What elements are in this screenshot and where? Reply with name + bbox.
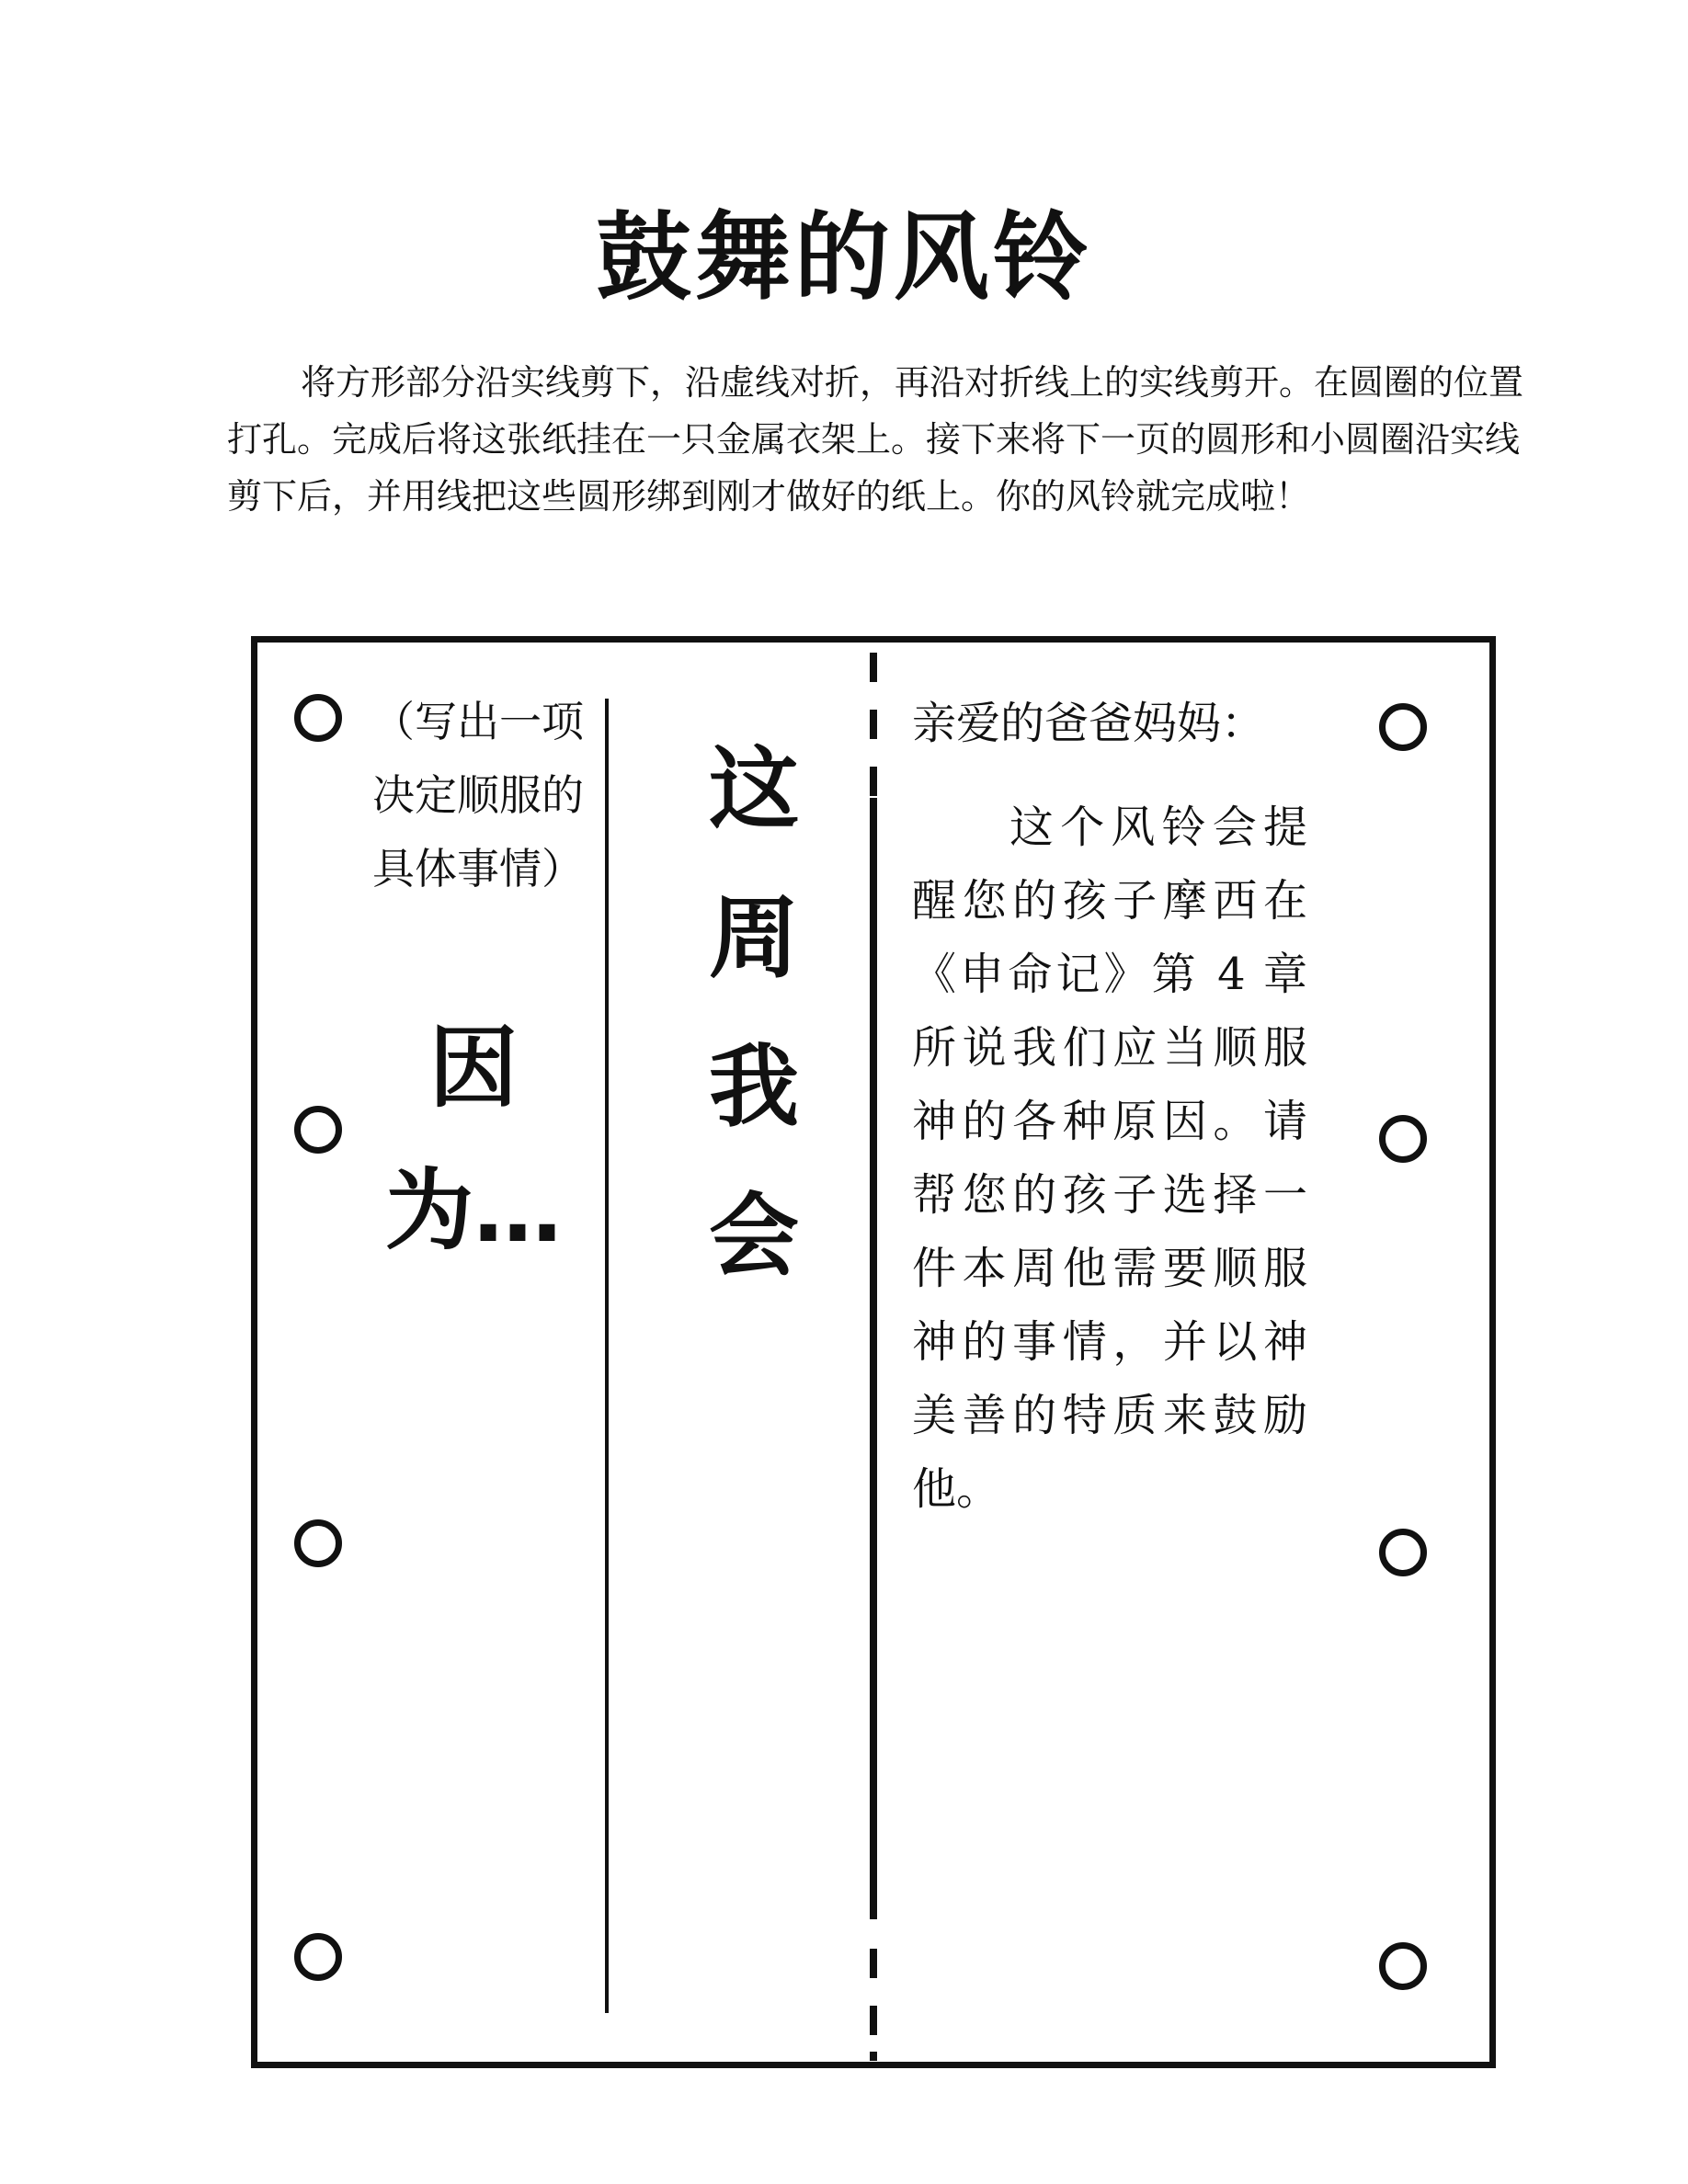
heading-char: 周 bbox=[708, 886, 799, 991]
because-heading: 因为… bbox=[385, 1017, 562, 1262]
instructions-paragraph: 将方形部分沿实线剪下，沿虚线对折，再沿对折线上的实线剪开。在圆圈的位置打孔。完成后将这张纸挂在一只金属衣架上。接下来将下一页的圆形和小圆圈沿实线剪下后，并用线把这些圆形绑到刚才做好的纸上。你的风铃就完成啦！ bbox=[227, 362, 1524, 517]
this-week-i-will-heading bbox=[703, 715, 804, 1311]
parent-greeting: 亲爱的爸爸妈妈： bbox=[912, 698, 1266, 749]
punch-hole-circle bbox=[1379, 1115, 1427, 1163]
cut-line-solid bbox=[605, 699, 609, 2013]
punch-hole-circle bbox=[294, 1106, 342, 1154]
heading-char: 我 bbox=[708, 1035, 799, 1140]
fold-line-dashed bbox=[870, 643, 877, 2064]
heading-char: 这 bbox=[708, 737, 799, 842]
parent-note-body: 这个风铃会提醒您的孩子摩西在《申命记》第 4 章所说我们应当顺服神的各种原因。请帮您的孩子选择一件本周他需要顺服神的事情，并以神美善的特质来鼓励他。 bbox=[912, 802, 1307, 1515]
punch-hole-circle bbox=[1379, 1529, 1427, 1576]
punch-hole-circle bbox=[294, 694, 342, 742]
punch-hole-circle bbox=[294, 1933, 342, 1981]
heading-char: 会 bbox=[708, 1184, 799, 1289]
punch-hole-circle bbox=[1379, 1942, 1427, 1990]
page-title: 鼓舞的风铃 bbox=[595, 201, 1092, 313]
cut-line-on-fold bbox=[870, 798, 877, 1919]
write-decision-hint: （写出一项决定顺服的具体事情） bbox=[372, 697, 584, 893]
punch-hole-circle bbox=[1379, 703, 1427, 751]
punch-hole-circle bbox=[294, 1519, 342, 1567]
